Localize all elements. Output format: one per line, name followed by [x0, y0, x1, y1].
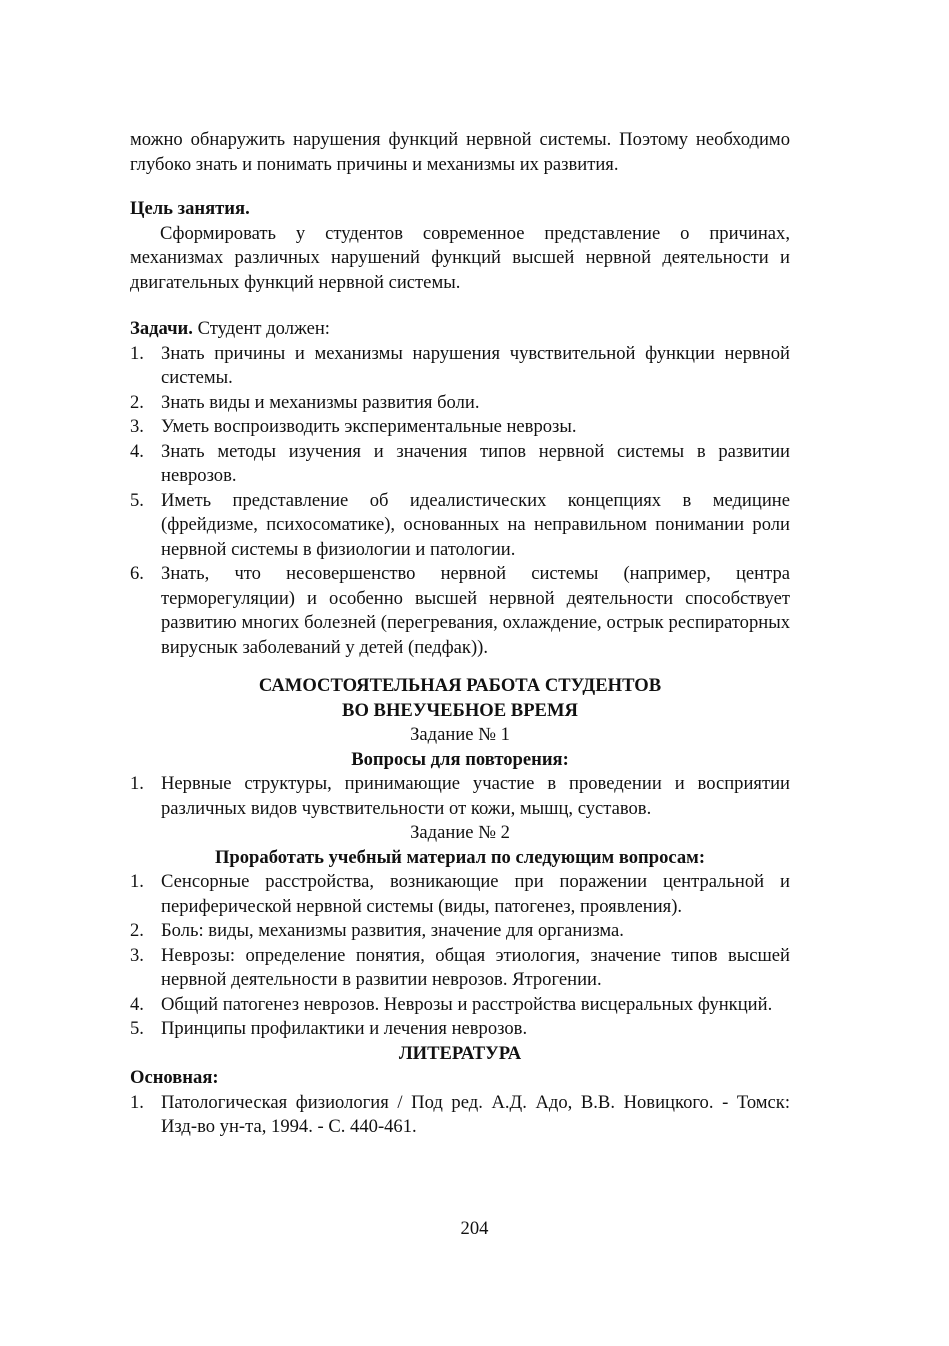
- literature-list: [130, 1091, 790, 1140]
- goal-paragraph: Сформировать у студентов современное представление о причинах, механизмах различных нарушений функций высшей нервной деятельности и двигательных функций нервной системы.: [130, 222, 790, 293]
- list-item: [130, 772, 790, 821]
- task2-list: [130, 870, 790, 1042]
- section-title-line1: САМОСТОЯТЕЛЬНАЯ РАБОТА СТУДЕНТОВ: [258, 675, 662, 696]
- list-item: [130, 993, 790, 1018]
- page-content: [130, 128, 790, 1140]
- list-item: [130, 870, 790, 919]
- list-item-text: Сенсорные расстройства, возникающие при поражении центральной и периферической нервной системы (виды, патогенез, проявления).: [161, 871, 790, 917]
- list-item-text: Знать виды и механизмы развития боли.: [161, 391, 480, 413]
- list-item: [130, 391, 790, 416]
- list-item-text: Знать методы изучения и значения типов нервной системы в развитии неврозов.: [161, 440, 790, 486]
- section-title-line2: ВО ВНЕУЧЕБНОЕ ВРЕМЯ: [342, 699, 578, 721]
- tasks-heading-line: [130, 317, 790, 342]
- list-number: 5.: [130, 489, 144, 511]
- list-item-text: Уметь воспроизводить экспериментальные неврозы.: [161, 416, 577, 437]
- list-item: [130, 944, 790, 993]
- list-item: [130, 342, 790, 391]
- list-item-text: Знать причины и механизмы нарушения чувствительной функции нервной системы.: [161, 342, 790, 388]
- literature-heading: ЛИТЕРАТУРА: [398, 1042, 522, 1064]
- tasks-heading: Задачи.: [130, 318, 193, 339]
- list-item: [130, 489, 790, 563]
- list-number: 3.: [130, 944, 144, 966]
- list-number: 4.: [130, 440, 144, 462]
- goal-heading: Цель занятия.: [130, 198, 250, 219]
- list-number: 5.: [130, 1018, 144, 1039]
- list-number: 4.: [130, 993, 144, 1015]
- list-item: [130, 919, 790, 944]
- list-item: [130, 440, 790, 489]
- list-number: 1.: [130, 1091, 144, 1113]
- list-item: [130, 1017, 790, 1042]
- list-number: 1.: [130, 871, 144, 892]
- task1-label: Задание № 1: [410, 724, 510, 745]
- list-item: [130, 415, 790, 440]
- task1-heading: Вопросы для повторения:: [351, 748, 569, 770]
- list-number: 2.: [130, 391, 144, 413]
- list-item-text: Патологическая физиология / Под ред. А.Д. Адо, В.В. Новицкого. - Томск: Изд-во ун-та, 1994. - С. 440-461.: [161, 1091, 790, 1137]
- list-number: 2.: [130, 920, 144, 941]
- list-number: 6.: [130, 563, 144, 584]
- list-item-text: Общий патогенез неврозов. Неврозы и расстройства висцеральных функций.: [161, 993, 773, 1015]
- task1-list: [130, 772, 790, 821]
- list-item-text: Неврозы: определение понятия, общая этиология, значение типов высшей нервной деятельности в развитии неврозов. Ятрогении.: [161, 944, 790, 990]
- list-item-text: Нервные структуры, принимающие участие в проведении и восприятии различных видов чувствительности от кожи, мышц, суставов.: [161, 773, 790, 819]
- task2-label: Задание № 2: [410, 822, 510, 843]
- list-item-text: Знать, что несовершенство нервной системы (например, центра терморегуляции) и особенно высшей нервной деятельности способствует развитию многих болезней (перегревания, охлаждение, острык респираторных вируснык заболеваний у детей (педфак)).: [161, 563, 790, 658]
- tasks-subheading: Студент должен:: [197, 318, 330, 339]
- list-item: [130, 562, 790, 660]
- list-item-text: Боль: виды, механизмы развития, значение для организма.: [161, 920, 624, 941]
- list-number: 1.: [130, 342, 144, 364]
- list-number: 1.: [130, 773, 144, 794]
- task2-heading: Проработать учебный материал по следующим вопросам:: [214, 846, 706, 868]
- list-item-text: Принципы профилактики и лечения неврозов.: [161, 1018, 528, 1039]
- list-item: [130, 1091, 790, 1140]
- intro-paragraph: можно обнаружить нарушения функций нервной системы. Поэтому необходимо глубоко знать и понимать причины и механизмы их развития.: [130, 129, 790, 175]
- tasks-list: [130, 342, 790, 661]
- page-number: 204: [460, 1218, 489, 1239]
- literature-main-heading: Основная:: [130, 1067, 219, 1088]
- list-number: 3.: [130, 416, 144, 437]
- list-item-text: Иметь представление об идеалистических концепциях в медицине (фрейдизме, психосоматике), основанных на неправильном понимании роли нервной системы в физиологии и патологии.: [161, 489, 790, 560]
